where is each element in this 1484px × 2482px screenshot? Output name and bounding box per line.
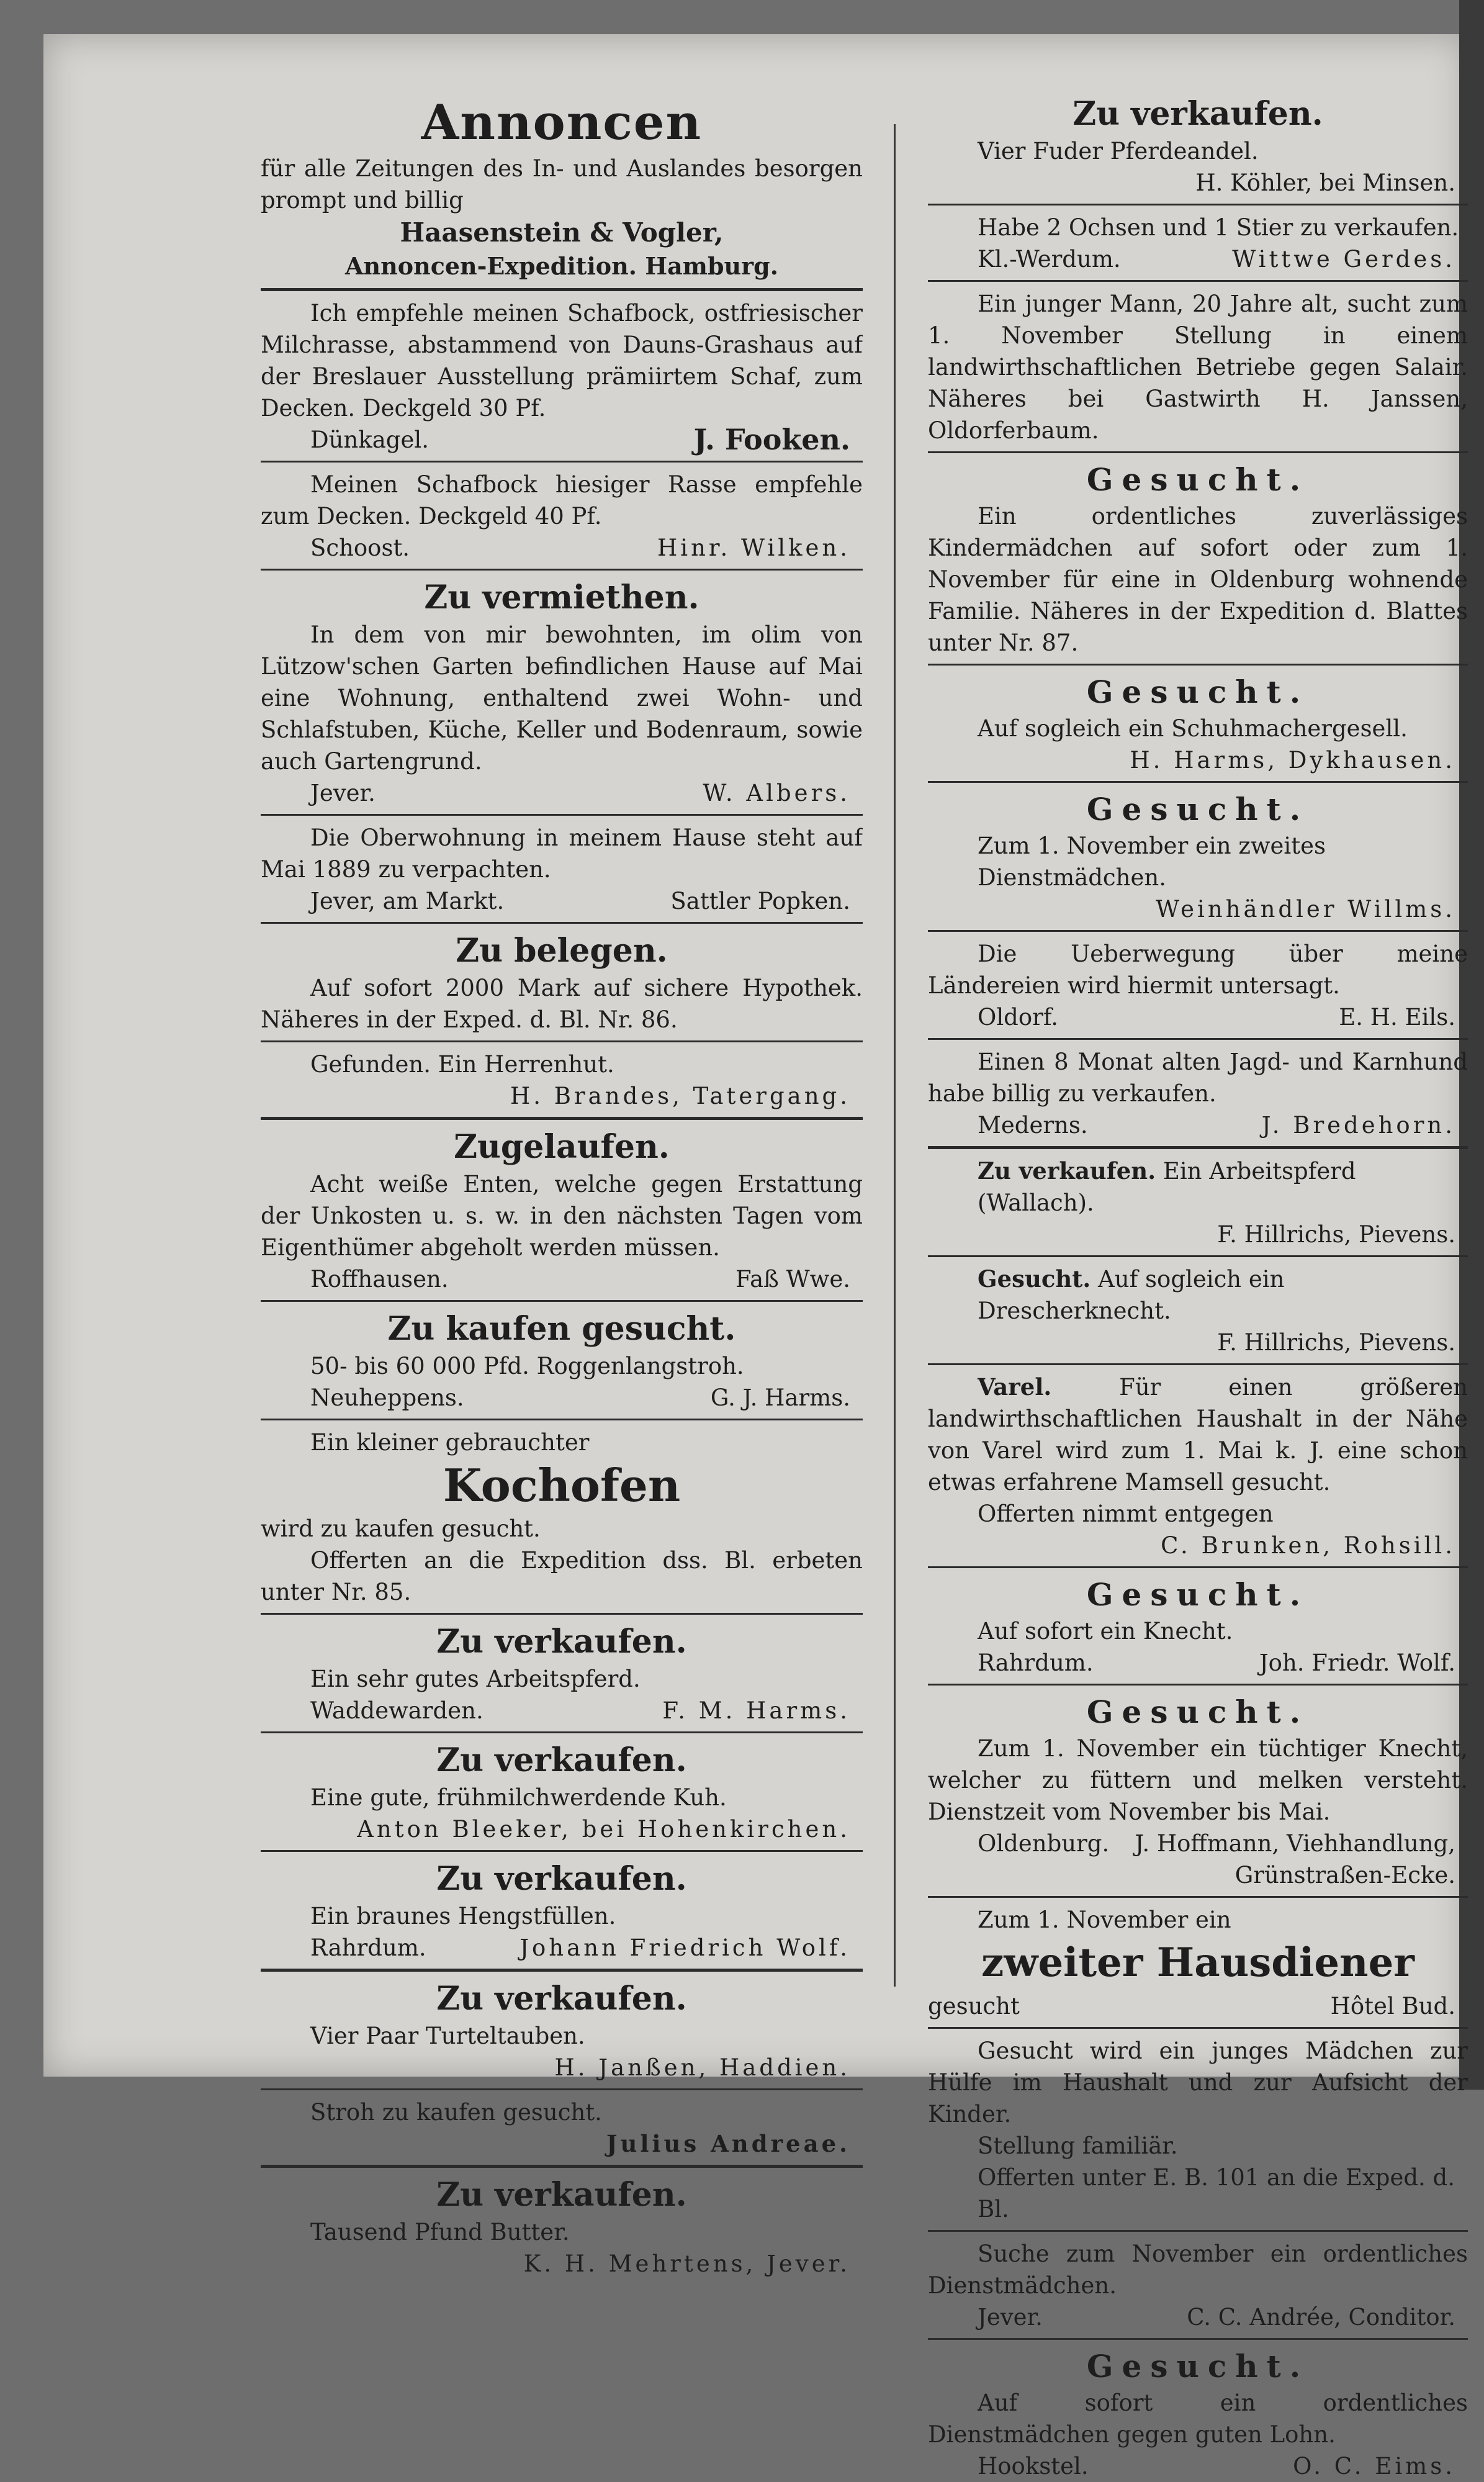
ad-firm-sub: Annoncen-Expedition. Hamburg. bbox=[345, 252, 778, 280]
ad-heading: Zu verkaufen. bbox=[436, 2176, 687, 2214]
ad-separator bbox=[928, 930, 1468, 932]
ad-signature: Johann Friedrich Wolf. bbox=[519, 1934, 850, 1961]
ad-signature: H. Janßen, Haddien. bbox=[554, 2054, 850, 2081]
ad-text: Vier Paar Turteltauben. bbox=[310, 2023, 585, 2049]
ad-separator bbox=[928, 1038, 1468, 1040]
ad-separator bbox=[928, 1684, 1468, 1686]
ad-text: Auf sofort ein Knecht. bbox=[978, 1618, 1233, 1645]
ad-heading: Kochofen bbox=[443, 1459, 681, 1512]
ad-place: Neuheppens. bbox=[310, 1384, 464, 1411]
ad-varel bbox=[928, 1371, 1468, 1561]
ad-heading: Zu verkaufen. bbox=[978, 1157, 1156, 1185]
ad-text-3: Offerten unter E. B. 101 an die Exped. d. Bl. bbox=[978, 2164, 1455, 2223]
ad-heading: Annoncen bbox=[421, 94, 703, 151]
ad-place: Oldorf. bbox=[978, 1004, 1058, 1031]
ad-text-2: Offerten an die Expedition dss. Bl. erbeten unter Nr. 85. bbox=[261, 1547, 863, 1605]
ad-text: Stroh zu kaufen gesucht. bbox=[310, 2099, 602, 2126]
ad-gesucht-2 bbox=[928, 672, 1468, 776]
ad-text: Gesucht wird ein junges Mädchen zur Hülfe im Haushalt und zur Aufsicht der Kinder. bbox=[928, 2037, 1468, 2128]
ad-text-2: Offerten nimmt entgegen bbox=[978, 1500, 1274, 1527]
ad-separator bbox=[928, 664, 1468, 666]
ad-oberwohnung bbox=[261, 822, 863, 917]
ad-signature: F. M. Harms. bbox=[662, 1697, 850, 1724]
ad-heading: Gesucht. bbox=[1086, 2348, 1310, 2385]
ad-text: Auf sogleich ein Drescherknecht. bbox=[978, 1266, 1285, 1324]
ad-signature: J. Hoffmann, Viehhandlung, bbox=[1135, 1830, 1455, 1857]
ad-text: Ich empfehle meinen Schafbock, ostfriesischer Milchrasse, abstammend von Dauns-Grashaus auf der Breslauer Ausstellung prämiirtem Schaf, zum Decken. Deckgeld 30 Pf. bbox=[261, 300, 863, 422]
ad-text: Auf sofort ein ordentliches Dienstmädchen gegen guten Lohn. bbox=[928, 2389, 1468, 2448]
ad-heading: Gesucht. bbox=[978, 1265, 1091, 1293]
ad-signature: C. C. Andrée, Conditor. bbox=[1187, 2304, 1455, 2331]
ad-text: Für einen größeren landwirthschaftlichen Haushalt in der Nähe von Varel wird zum 1. Mai k. J. eine schon etwas erfahrene Mamsell gesucht. bbox=[928, 1374, 1468, 1496]
ad-heading: Zu verkaufen. bbox=[436, 1623, 687, 1661]
ad-separator bbox=[928, 2027, 1468, 2029]
ad-kaufen-gesucht bbox=[261, 1308, 863, 1414]
ad-separator bbox=[261, 2165, 863, 2168]
ad-drescherknecht bbox=[928, 1263, 1468, 1358]
ad-text: Vier Fuder Pferdeandel. bbox=[978, 138, 1259, 165]
ad-text: Einen 8 Monat alten Jagd- und Karnhund habe billig zu verkaufen. bbox=[928, 1049, 1468, 1107]
ad-heading: Varel. bbox=[978, 1373, 1052, 1401]
ad-signature: Joh. Friedr. Wolf. bbox=[1259, 1649, 1455, 1676]
ad-separator bbox=[928, 1146, 1468, 1149]
ad-firm: Haasenstein & Vogler, bbox=[400, 217, 724, 248]
ad-heading: Gesucht. bbox=[1086, 674, 1310, 710]
ad-text: Eine gute, frühmilchwerdende Kuh. bbox=[310, 1784, 727, 1811]
ad-heading: Gesucht. bbox=[1086, 1576, 1310, 1613]
ad-separator bbox=[928, 2338, 1468, 2340]
ad-text: Meinen Schafbock hiesiger Rasse empfehle zum Decken. Deckgeld 40 Pf. bbox=[261, 471, 863, 530]
ad-kochofen bbox=[261, 1427, 863, 1608]
ad-annoncen bbox=[261, 93, 863, 283]
ad-text: wird zu kaufen gesucht. bbox=[261, 1515, 541, 1542]
ad-separator bbox=[928, 2230, 1468, 2232]
ad-separator bbox=[261, 1419, 863, 1420]
ad-signature: K. H. Mehrtens, Jever. bbox=[523, 2250, 850, 2277]
ad-text: Zum 1. November ein tüchtiger Knecht, welcher zu füttern und melken versteht. Dienstzeit vom November bis Mai. bbox=[928, 1735, 1468, 1825]
ad-intro: Ein kleiner gebrauchter bbox=[310, 1429, 590, 1456]
ad-jagdhund bbox=[928, 1046, 1468, 1141]
ad-separator bbox=[261, 1300, 863, 1302]
ad-place: Jever. bbox=[978, 2304, 1043, 2331]
ad-heading: Zugelaufen. bbox=[454, 1128, 670, 1166]
ad-text: Die Oberwohnung in meinem Hause steht auf Mai 1889 zu verpachten. bbox=[261, 824, 863, 883]
ad-separator bbox=[261, 1850, 863, 1852]
ad-signature: Faß Wwe. bbox=[735, 1266, 850, 1293]
ad-text: Acht weiße Enten, welche gegen Erstattung der Unkosten u. s. w. in den nächsten Tagen vom Eigenthümer abgeholt werden müssen. bbox=[261, 1171, 863, 1261]
ad-heading: Zu kaufen gesucht. bbox=[387, 1310, 736, 1348]
ad-place: Jever, am Markt. bbox=[310, 888, 505, 914]
ad-signature: Hôtel Bud. bbox=[1330, 1993, 1455, 2019]
ad-signature: C. Brunken, Rohsill. bbox=[1161, 1532, 1455, 1559]
ad-belegen bbox=[261, 930, 863, 1036]
ad-signature: Julius Andreae. bbox=[606, 2130, 850, 2157]
ad-text: Habe 2 Ochsen und 1 Stier zu verkaufen. bbox=[978, 214, 1459, 241]
ad-signature: Wittwe Gerdes. bbox=[1232, 246, 1455, 273]
ad-text: Ein ordentliches zuverlässiges Kindermädchen auf sofort oder zum 1. November für eine in Oldenburg wohnende Familie. Näheres in der Expedition d. Blattes unter Nr. 87. bbox=[928, 503, 1468, 656]
ad-separator bbox=[261, 569, 863, 571]
ad-schafbock-2 bbox=[261, 469, 863, 564]
ad-text: Gefunden. Ein Herrenhut. bbox=[310, 1051, 614, 1078]
ad-junger-mann bbox=[928, 288, 1468, 446]
ad-text: Ein sehr gutes Arbeitspferd. bbox=[310, 1666, 641, 1692]
ad-text: für alle Zeitungen des In- und Auslandes besorgen prompt und billig bbox=[261, 155, 863, 214]
ad-schafbock-1 bbox=[261, 297, 863, 456]
ad-signature: F. Hillrichs, Pievens. bbox=[1217, 1329, 1455, 1356]
ad-verkaufen-5 bbox=[261, 2174, 863, 2280]
ad-place: Rahrdum. bbox=[978, 1649, 1094, 1676]
ad-text: gesucht bbox=[928, 1993, 1020, 2019]
ad-heading: Zu verkaufen. bbox=[436, 1741, 687, 1779]
ad-heading: Zu verkaufen. bbox=[436, 1860, 687, 1898]
ad-heading: Zu verkaufen. bbox=[436, 1980, 687, 2018]
ad-signature: H. Harms, Dykhausen. bbox=[1130, 747, 1455, 774]
ad-text-2: Stellung familiär. bbox=[978, 2132, 1178, 2159]
ad-heading: Zu verkaufen. bbox=[1073, 95, 1323, 133]
ad-signature: Sattler Popken. bbox=[670, 888, 850, 914]
ad-heading: Zu vermiethen. bbox=[424, 579, 699, 616]
ad-heading: Gesucht. bbox=[1086, 461, 1310, 498]
ad-maedchen bbox=[928, 2035, 1468, 2225]
ad-heading: zweiter Hausdiener bbox=[981, 1939, 1414, 1986]
ad-place: Roffhausen. bbox=[310, 1266, 449, 1293]
ad-place: Kl.-Werdum. bbox=[978, 246, 1121, 273]
ad-separator bbox=[261, 1969, 863, 1972]
ad-separator bbox=[261, 922, 863, 924]
ad-place: Waddewarden. bbox=[310, 1697, 483, 1724]
ad-zugelaufen bbox=[261, 1126, 863, 1295]
ad-separator bbox=[928, 451, 1468, 453]
column-divider bbox=[894, 124, 896, 1987]
ad-place: Oldenburg. bbox=[978, 1830, 1110, 1857]
ad-separator bbox=[928, 781, 1468, 783]
ad-text: 50- bis 60 000 Pfd. Roggenlangstroh. bbox=[310, 1353, 744, 1379]
ad-intro: Zum 1. November ein bbox=[978, 1907, 1231, 1933]
ad-text: Auf sogleich ein Schuhmachergesell. bbox=[978, 715, 1408, 742]
ad-gesucht-4 bbox=[928, 1574, 1468, 1679]
ad-separator bbox=[928, 1363, 1468, 1365]
ad-text: Ein braunes Hengstfüllen. bbox=[310, 1903, 616, 1929]
ad-signature: E. H. Eils. bbox=[1339, 1004, 1455, 1031]
ad-text: Tausend Pfund Butter. bbox=[310, 2219, 570, 2245]
ad-signature-2: Grünstraßen-Ecke. bbox=[1234, 1862, 1455, 1889]
ad-place: Hookstel. bbox=[978, 2453, 1089, 2480]
ad-signature: H. Köhler, bei Minsen. bbox=[1195, 169, 1455, 196]
ad-gesucht-1 bbox=[928, 459, 1468, 659]
ad-verkaufen-3 bbox=[261, 1858, 863, 1964]
ad-place: Schoost. bbox=[310, 535, 410, 561]
ad-gesucht-6 bbox=[928, 2346, 1468, 2482]
ad-heading: Zu belegen. bbox=[456, 932, 668, 970]
ad-text: Die Ueberwegung über meine Ländereien wird hiermit untersagt. bbox=[928, 941, 1468, 999]
ad-separator bbox=[928, 1896, 1468, 1898]
ad-separator bbox=[261, 1117, 863, 1120]
ad-separator bbox=[261, 814, 863, 816]
ad-signature: H. Brandes, Tatergang. bbox=[510, 1083, 850, 1109]
ad-text: Auf sofort 2000 Mark auf sichere Hypothek. Näheres in der Exped. d. Bl. Nr. 86. bbox=[261, 975, 863, 1033]
ad-signature: W. Albers. bbox=[703, 780, 850, 806]
ad-separator bbox=[261, 461, 863, 463]
ad-text: Ein Arbeitspferd (Wallach). bbox=[978, 1158, 1356, 1216]
ad-pferdeandel bbox=[928, 93, 1468, 199]
ad-signature: Weinhändler Willms. bbox=[1156, 896, 1455, 923]
ad-signature: F. Hillrichs, Pievens. bbox=[1217, 1221, 1455, 1248]
ad-gesucht-5 bbox=[928, 1692, 1468, 1891]
ad-signature: Anton Bleeker, bei Hohenkirchen. bbox=[357, 1816, 850, 1843]
ad-signature: Hinr. Wilken. bbox=[657, 535, 850, 561]
ad-separator bbox=[928, 1566, 1468, 1568]
ad-separator bbox=[261, 1731, 863, 1733]
ad-vermiethen bbox=[261, 577, 863, 809]
right-column bbox=[928, 93, 1468, 2482]
ad-separator bbox=[928, 280, 1468, 282]
ad-text: Suche zum November ein ordentliches Dienstmädchen. bbox=[928, 2241, 1468, 2299]
ad-verkaufen-1 bbox=[261, 1621, 863, 1726]
ad-hausdiener bbox=[928, 1904, 1468, 2022]
ad-place: Dünkagel. bbox=[310, 426, 429, 453]
ad-stroh bbox=[261, 2096, 863, 2160]
ad-place: Jever. bbox=[310, 780, 375, 806]
ad-separator bbox=[261, 1613, 863, 1615]
ad-signature: J. Bredehorn. bbox=[1261, 1112, 1455, 1139]
ad-gefunden bbox=[261, 1049, 863, 1112]
ad-text: Ein junger Mann, 20 Jahre alt, sucht zum 1. November Stellung in einem landwirthschaftlichen Betriebe gegen Salair. Näheres bei Gastwirth H. Janssen, Oldorferbaum. bbox=[928, 291, 1468, 444]
ad-place: Rahrdum. bbox=[310, 1934, 426, 1961]
ad-heading: Gesucht. bbox=[1086, 1694, 1310, 1730]
ad-heading: Gesucht. bbox=[1086, 791, 1310, 828]
ad-arbeitspferd bbox=[928, 1155, 1468, 1250]
ad-signature: J. Fooken. bbox=[693, 423, 850, 456]
ad-verkaufen-4 bbox=[261, 1978, 863, 2083]
ad-dienstmaedchen bbox=[928, 2238, 1468, 2333]
ad-verkaufen-2 bbox=[261, 1740, 863, 1845]
ad-ochsen bbox=[928, 212, 1468, 275]
ad-gesucht-3 bbox=[928, 789, 1468, 925]
ad-separator bbox=[261, 1040, 863, 1042]
ad-signature: O. C. Eims. bbox=[1293, 2453, 1455, 2480]
ad-ueberwegung bbox=[928, 938, 1468, 1033]
ad-text: Zum 1. November ein zweites Dienstmädchen. bbox=[978, 833, 1326, 891]
ad-separator bbox=[928, 204, 1468, 205]
ad-separator bbox=[261, 288, 863, 291]
ad-text: In dem von mir bewohnten, im olim von Lützow'schen Garten befindlichen Hause auf Mai eine Wohnung, enthaltend zwei Wohn- und Schlafstuben, Küche, Keller und Bodenraum, sowie auch Gartengrund. bbox=[261, 621, 863, 775]
left-column bbox=[261, 93, 863, 2280]
ad-signature: G. J. Harms. bbox=[710, 1384, 850, 1411]
ad-separator bbox=[928, 1255, 1468, 1257]
ad-place: Mederns. bbox=[978, 1112, 1088, 1139]
